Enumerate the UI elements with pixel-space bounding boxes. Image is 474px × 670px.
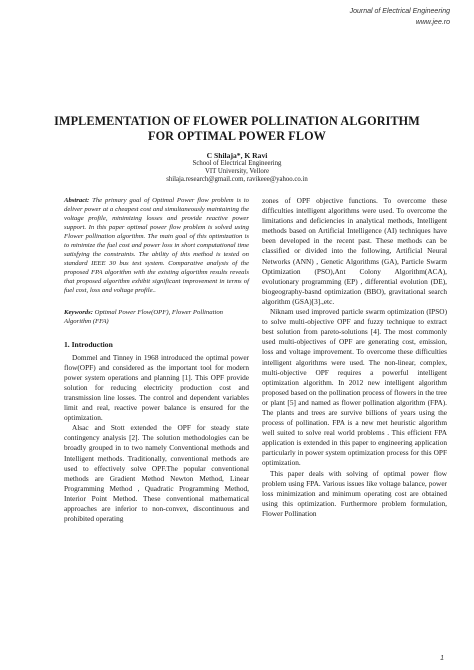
abstract	[64, 196, 249, 296]
author-emails[interactable]: shilaja.research@gmail.com, ravikeee@yahoo.co.in	[166, 176, 308, 184]
page-number: 1	[440, 655, 444, 662]
journal-name: Journal of Electrical Engineering	[349, 8, 450, 15]
keywords-text: Optimal Power Flow(OPF), Flower Pollination Algorithm (FFA)	[64, 308, 224, 325]
keywords-label: Keywords:	[64, 308, 93, 316]
journal-header	[350, 6, 450, 28]
abstract-label: Abstract:	[64, 197, 90, 204]
paper-authors: C Shilaja*, K Ravi	[206, 151, 268, 160]
intro-paragraph: Dommel and Tinney in 1968 introduced the optimal power flow(OPF) and considered as the important tool for modern power system operations and planning [1]. This OPF provide solution for reducing electricity production cost and transmission line losses. The control and dependent variables limit and real, reactive power balance is ensured for the optimization.	[64, 352, 249, 423]
left-column	[64, 196, 249, 524]
abstract-text: The primary goal of Optimal Power flow problem is to deliver power at a cheapest cost and simultaneously maintaining the voltage profile, minimizing losses and provide reactive power support. In this paper optimal power flow problem is solved using Flower pollination algorithm. The main goal of this optimization is to minimize the fuel cost and power loss in short computational time satisfying the constraints. The ability of this method is tested on standard IEEE 30 bus test system. Comparative analysis of the proposed FPA algorithm with the existing algorithm results reveals that proposed algorithm exhibit significant improvement in terms of fuel cost, loss and voltage profile..	[64, 197, 249, 295]
title-block	[40, 114, 434, 185]
journal-url[interactable]: www.jee.ro	[415, 19, 450, 26]
body-paragraph: This paper deals with solving of optimal power flow problem using FPA. Various issues like voltage balance, power loss minimization and minimum operating cost are obtained using this optimization. Furthermore problem formulation, Flower Pollination	[262, 468, 447, 518]
body-paragraph: zones of OPF objective functions. To overcome these difficulties intelligent algorithms were used. To overcome the limitations and deficiencies in analytical methods, Intelligent methods based on Artificial Intelligence (AI) techniques have been developed in the recent past. These methods can be classified or divided into the following, Artificial Neural Networks (ANN) , Genetic Algorithms (GA), Particle Swarm Optimization (PSO),Ant Colony Algorithm(ACA), evolutionary programming (EP) , differential evolution (DE), biogeography-basnd optimization (BBO), gravitational search algorithm (GSA)[3].,etc.	[262, 196, 447, 306]
affiliation-university: VIT University, Vellore	[204, 168, 270, 176]
paper-title: IMPLEMENTATION OF FLOWER POLLINATION ALGORITHM FOR OPTIMAL POWER FLOW	[54, 114, 420, 143]
keywords	[64, 308, 249, 326]
intro-paragraph: Alsac and Stott extended the OPF for steady state contingency analysis [2]. The solution methodologies can be broadly grouped in to two namely Conventional methods and Intelligent methods. Traditionally, conventional methods are used to effectively solve OPF.The popular conventional methods are Gradient Method Newton Method, Linear Programming Method , Quadratic Programming Method, Interior Point Method. These conventional mathematical approaches are inferior to non-convex, discontinuous and prohibited operating	[64, 423, 249, 524]
right-column	[262, 196, 447, 519]
body-paragraph: Niknam used improved particle swarm optimization (IPSO) to solve multi-objective OPF and fuzzy technique to extract best solution from pareto-solutions [4]. The most commonly used multi-objectives of OPF are generating cost, emission, loss and voltage improvement. To overcome these difficulties intelligent algorithms were used. The non-linear, complex, multi-objective OPF requires a powerful intelligent optimization algorithm. In 2012 new intelligent algorithm proposed based on the pollination process of flowers in the tree or plant [5] and named as flower pollination algorithm (FPA). The plants and trees are survive billions of years using the process of pollination. FPA is a new met heuristic algorithm well suited to solve real world problems . This efficient FPA application is extended in this paper to engineering application particularly in power system optimization process for this OPF optimization.	[262, 307, 447, 468]
affiliation-school: School of Electrical Engineering	[192, 160, 282, 167]
section-heading-introduction: 1. Introduction	[64, 339, 113, 349]
